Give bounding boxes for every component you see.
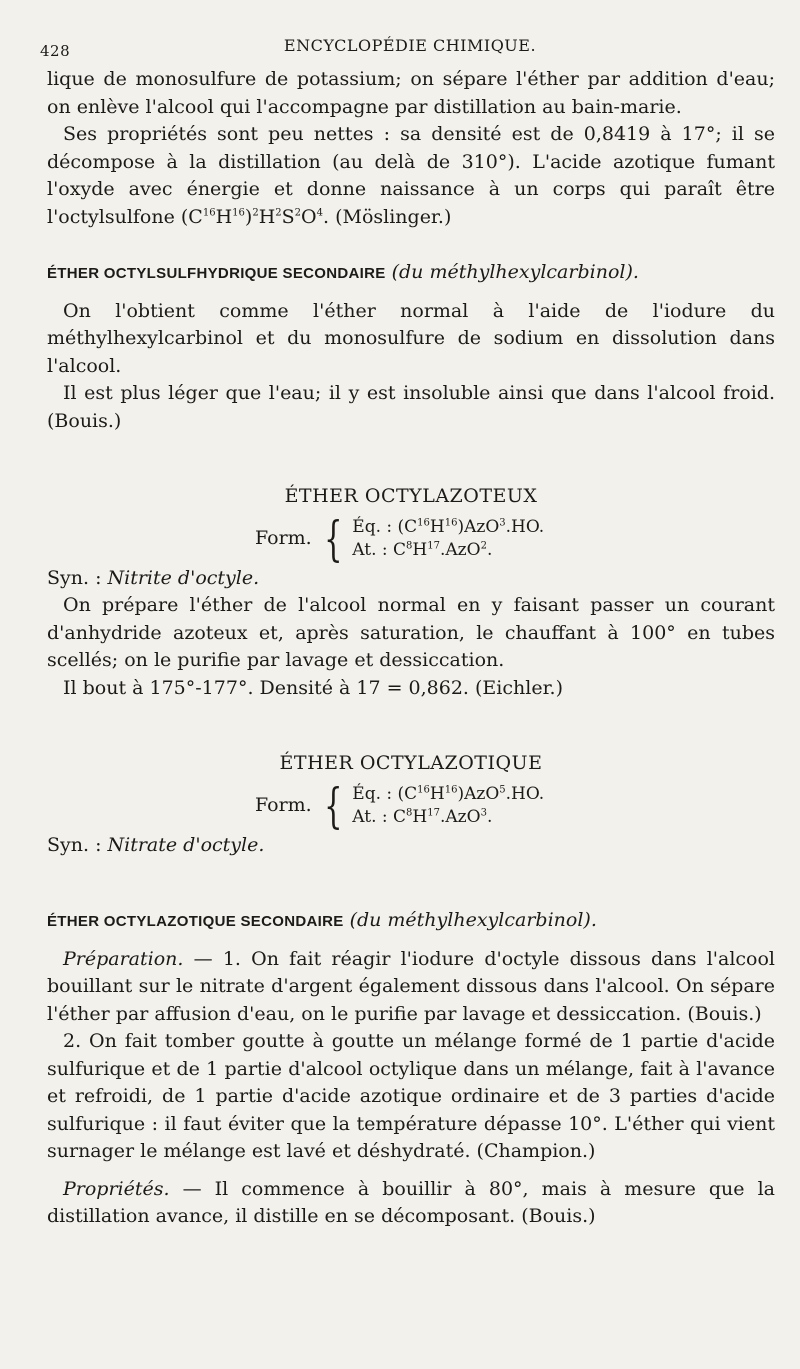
section-title: ÉTHER OCTYLSULFHYDRIQUE SECONDAIRE: [47, 265, 386, 282]
formula-block: [255, 510, 775, 567]
intro-paragraph-1: lique de monosulfure de potassium; on sépare l'éther par addition d'eau; on enlève l'alcool qui l'accompagne par distillation au bain-marie.: [47, 68, 775, 118]
running-title: ENCYCLOPÉDIE CHIMIQUE.: [283, 36, 537, 55]
intro-paragraph-2: Ses propriétés sont peu nettes : sa densité est de 0,8419 à 17°; il se décompose à la distillation (au delà de 310°). L'acide azotique fumant l'oxyde avec énergie et donne naissance à un corps qui paraît être l'octylsulfone $(C^{16}H^{16})^2H^2S^2O^4$. (Möslinger.): [47, 123, 775, 228]
section-heading-octylsulfhydrique: [47, 259, 775, 288]
section-subtitle: (du méthylhexylcarbinol).: [349, 909, 597, 931]
brace: {: [323, 510, 343, 567]
formula-equivalent: Éq. : $(C^{16}H^{16})AzO^3.HO$.: [352, 516, 545, 537]
page-header: [40, 36, 780, 60]
formula-equivalent: Éq. : $(C^{16}H^{16})AzO^5.HO$.: [352, 783, 545, 804]
section-title: ÉTHER OCTYLAZOTIQUE SECONDAIRE: [47, 913, 344, 930]
formula-block: [255, 777, 775, 834]
formula-atomic: At. : $C^8H^{17}.AzO^2$.: [352, 539, 493, 560]
section-subtitle: (du méthylhexylcarbinol).: [391, 261, 639, 283]
form-label: Form.: [255, 526, 312, 549]
paragraph: 2. On fait tomber goutte à goutte un mélange formé de 1 partie d'acide sulfurique et de 1 partie d'alcool octylique dans un mélange, fait à l'avance et refroidi, de 1 partie d'acide azotique ordinaire et de 3 parties d'acide sulfurique : il faut éviter que la température dépasse 10°. L'éther qui vient surnager le mélange est lavé et déshydraté. (Champion.): [47, 1030, 775, 1162]
paragraph: Il est plus léger que l'eau; il y est insoluble ainsi que dans l'alcool froid. (Bouis.): [47, 382, 775, 432]
brace: {: [323, 777, 343, 834]
section-heading-octylazotique-secondaire: [47, 907, 775, 936]
page-body: [47, 66, 775, 1231]
form-label: Form.: [255, 793, 312, 816]
synonym-line: Syn. : Nitrate d'octyle.: [47, 833, 265, 856]
page-number: 428: [40, 42, 71, 60]
formula-atomic: At. : $C^8H^{17}.AzO^3$.: [352, 806, 493, 827]
section-heading-octylazotique: ÉTHER OCTYLAZOTIQUE: [279, 752, 543, 774]
section-heading-octylazoteux: ÉTHER OCTYLAZOTEUX: [284, 485, 538, 507]
preparation-paragraph: Préparation. — 1. On fait réagir l'iodure d'octyle dissous dans l'alcool bouillant sur le nitrate d'argent également dissous dans l'alcool. On sépare l'éther par affusion d'eau, on le purifie par lavage et dessiccation. (Bouis.): [47, 947, 775, 1025]
synonym-line: Syn. : Nitrite d'octyle.: [47, 566, 260, 589]
properties-paragraph: Propriétés. — Il commence à bouillir à 80°, mais à mesure que la distillation avance, il distille en se décomposant. (Bouis.): [47, 1177, 775, 1227]
paragraph: On prépare l'éther de l'alcool normal en y faisant passer un courant d'anhydride azoteux et, après saturation, le chauffant à 100° en tubes scellés; on le purifie par lavage et dessiccation.: [47, 594, 775, 671]
paragraph: Il bout à 175°-177°. Densité à 17 = 0,862. (Eichler.): [63, 676, 564, 699]
paragraph: On l'obtient comme l'éther normal à l'aide de l'iodure du méthylhexylcarbinol et du monosulfure de sodium en dissolution dans l'alcool.: [47, 299, 775, 377]
